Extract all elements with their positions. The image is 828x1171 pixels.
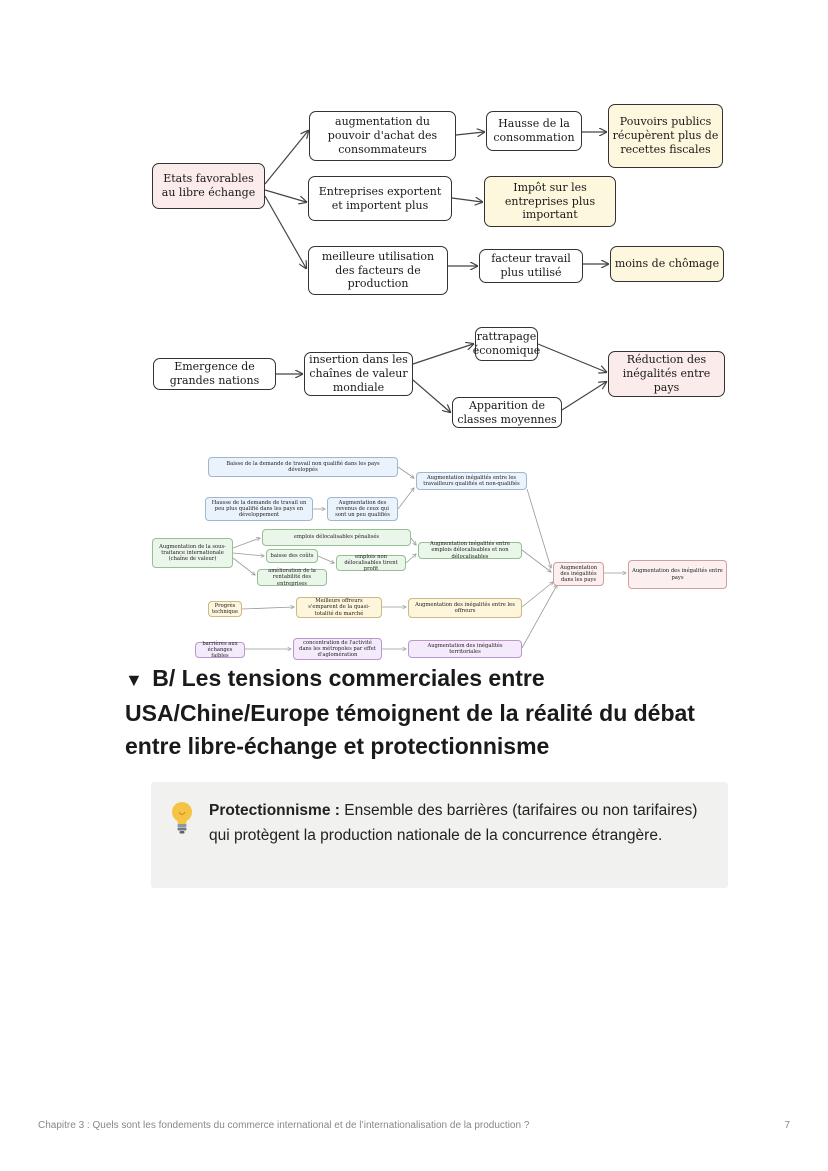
node-chaines-valeur: insertion dans les chaînes de valeur mondiale bbox=[304, 352, 413, 396]
node-baisse-couts: baisse des coûts bbox=[266, 549, 318, 563]
definition-body: Ensemble des barrières (tarifaires ou non tarifaires) qui protègent la production nationale de la concurrence étrangère. bbox=[209, 802, 698, 844]
callout-text bbox=[209, 798, 709, 848]
node-emplois-delocalisables: emplois délocalisables pénalisés bbox=[262, 529, 411, 546]
page-number: 7 bbox=[784, 1120, 790, 1131]
node-emplois-non-delocalisables: emplois non délocalisables tirent profit bbox=[336, 555, 406, 571]
node-barrieres-echanges: barrières aux échanges faibles bbox=[195, 642, 245, 658]
collapse-toggle-icon[interactable]: ▼ bbox=[125, 670, 143, 690]
node-baisse-demande-travail: Baisse de la demande de travail non qualifié dans les pays développés bbox=[208, 457, 398, 477]
node-pouvoir-achat: augmentation du pouvoir d'achat des consommateurs bbox=[309, 111, 456, 161]
node-augmentation-revenus: Augmentation des revenus de ceux qui sont un peu qualifiés bbox=[327, 497, 398, 521]
node-inegalites-emplois: Augmentation inégalités entre emplois délocalisables et non délocalisables bbox=[418, 542, 522, 559]
node-inegalites-territoriales: Augmentation des inégalités territoriales bbox=[408, 640, 522, 658]
node-hausse-demande-travail: Hausse de la demande de travail un peu plus qualifié dans les pays en développement bbox=[205, 497, 313, 521]
section-title: B/ Les tensions commerciales entre USA/Chine/Europe témoignent de la réalité du débat entre libre-échange et protectionnisme bbox=[125, 665, 695, 759]
node-facteurs-production: meilleure utilisation des facteurs de production bbox=[308, 246, 448, 295]
node-facteur-travail: facteur travail plus utilisé bbox=[479, 249, 583, 283]
node-rentabilite: amélioration de la rentabilité des entreprises bbox=[257, 569, 327, 586]
node-impot-entreprises: Impôt sur les entreprises plus important bbox=[484, 176, 616, 227]
section-heading[interactable] bbox=[125, 662, 755, 763]
node-entreprises-exportent: Entreprises exportent et importent plus bbox=[308, 176, 452, 221]
node-inegalites-entre-pays: Augmentation des inégalités entre pays bbox=[628, 560, 727, 589]
node-progres-technique: Progrès technique bbox=[208, 601, 242, 617]
node-moins-chomage: moins de chômage bbox=[610, 246, 724, 282]
node-hausse-consommation: Hausse de la consommation bbox=[486, 111, 582, 151]
definition-callout bbox=[151, 782, 728, 888]
node-classes-moyennes: Apparition de classes moyennes bbox=[452, 397, 562, 428]
node-etats-favorables: Etats favorables au libre échange bbox=[152, 163, 265, 209]
definition-term: Protectionnisme : bbox=[209, 802, 340, 819]
page-footer: Chapitre 3 : Quels sont les fondements du commerce international et de l’internationalisation de la production ? bbox=[38, 1120, 530, 1131]
node-emergence-nations: Emergence de grandes nations bbox=[153, 358, 276, 390]
lightbulb-icon bbox=[169, 800, 195, 834]
node-sous-traitance: Augmentation de la sous-traitance internationale (chaîne de valeur) bbox=[152, 538, 233, 568]
node-meilleurs-offreurs: Meilleurs offreurs s'emparent de la quasi-totalité du marché bbox=[296, 597, 382, 618]
node-inegalites-travailleurs: Augmentation inégalités entre les travailleurs qualifiés et non-qualifiés bbox=[416, 472, 527, 490]
node-recettes-fiscales: Pouvoirs publics récupèrent plus de recettes fiscales bbox=[608, 104, 723, 168]
node-rattrapage: rattrapage économique bbox=[475, 327, 538, 361]
node-inegalites-dans-pays: Augmentation des inégalités dans les pays bbox=[553, 562, 604, 586]
node-inegalites-offreurs: Augmentation des inégalités entre les offreurs bbox=[408, 598, 522, 618]
node-concentration-metropoles: concentration de l'activité dans les métropoles par effet d'aglomération bbox=[293, 638, 382, 660]
node-reduction-inegalites: Réduction des inégalités entre pays bbox=[608, 351, 725, 397]
